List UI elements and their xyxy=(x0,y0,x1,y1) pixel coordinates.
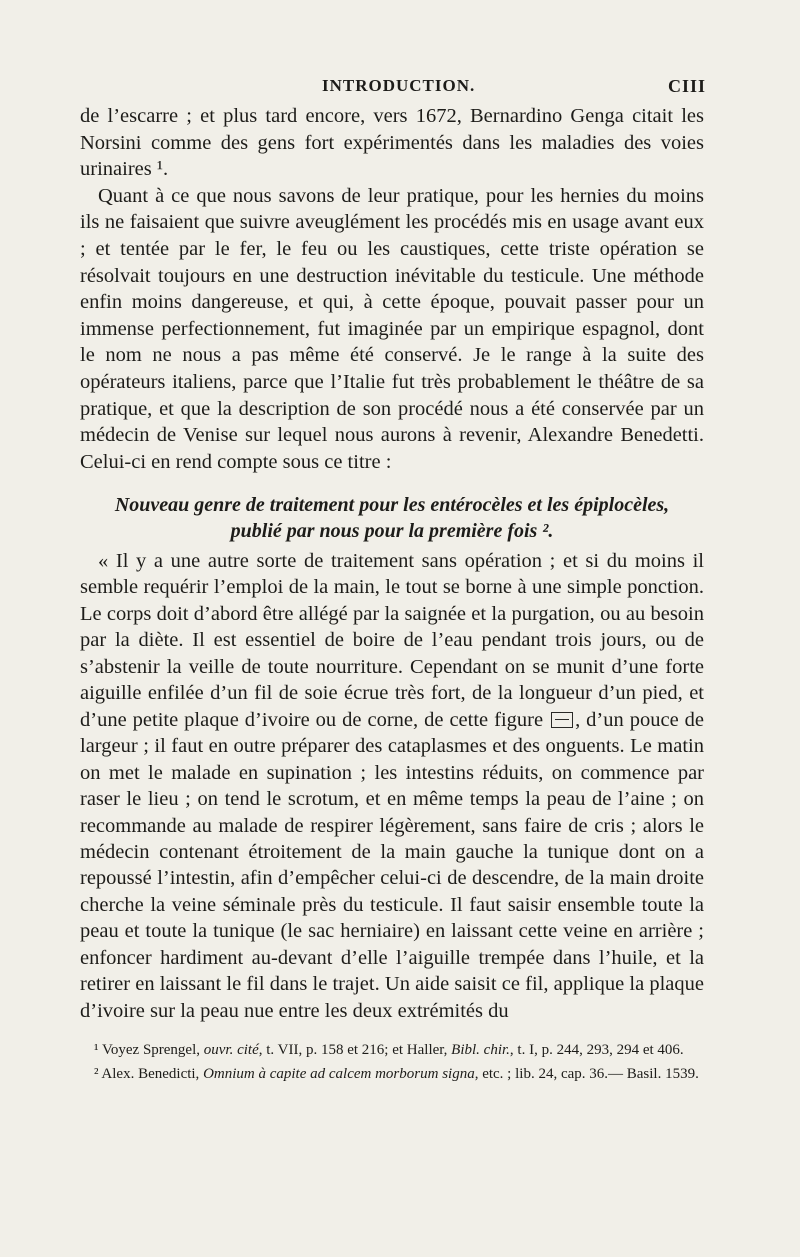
page-number: CIII xyxy=(667,76,706,96)
quote-text-part-2: , d’un pouce de largeur ; il faut en outre préparer des cataplasmes et des onguents. Le matin on met le malade en supination ; les intestins réduits, on commence par raser le lieu ; on tend le scrotum, et en même temps la peau de l’aine ; on recommande au malade de respirer légèrement, sans faire de cris ; alors le médecin contenant étroitement de la main gauche la tunique dont on a repoussé l’intestin, afin d’empêcher celui-ci de descendre, de la main droite cherche la veine séminale près du testicule. Il faut saisir ensemble toute la peau et toute la tunique (le sac herniaire) en laissant cette veine en arrière ; enfoncer hardiment au-devant d’elle l’aiguille trempée dans l’huile, et la retirer en laissant le fil dans le trajet. Un aide saisit ce fil, applique la plaque d’ivoire sur la peau nue entre les deux extrémités du xyxy=(80,708,705,1022)
paragraph-1: de l’escarre ; et plus tard encore, vers 1672, Bernardino Genga citait les Norsini comme des gens fort expérimentés dans les maladies des voies urinaires ¹. xyxy=(80,105,704,181)
section-heading-line-1: Nouveau genre de traitement pour les entérocèles et les épiplocèles, xyxy=(114,494,670,516)
footnote-1-work: ouvr. cité xyxy=(203,1042,259,1058)
body-text xyxy=(80,103,704,475)
footnote-1-ref-2: , t. I, p. 244, 293, 294 et 406. xyxy=(509,1042,684,1058)
footnote-2-work: Omnium à capite ad calcem morborum signa xyxy=(203,1066,475,1082)
quoted-passage xyxy=(80,548,704,1024)
footnote-2-text: ² Alex. Benedicti, xyxy=(94,1066,204,1082)
footnote-1-work-2: Bibl. chir. xyxy=(451,1042,510,1058)
footnote-2-ref: , etc. ; lib. 24, cap. 36.— Basil. 1539. xyxy=(474,1066,699,1082)
footnote-1-text: ¹ Voyez Sprengel, xyxy=(94,1042,204,1058)
section-heading-line-2: publié par nous pour la première fois ². xyxy=(230,520,554,542)
footnote-1 xyxy=(80,1040,704,1061)
ivory-plate-figure-icon xyxy=(551,712,573,728)
running-title: INTRODUCTION. xyxy=(322,76,476,95)
quote-paragraph xyxy=(80,548,704,1024)
paragraph-2: Quant à ce que nous savons de leur pratique, pour les hernies du moins ils ne faisaient que suivre aveuglément les procédés mis en usage avant eux ; et tentée par le fer, le feu ou les caustiques, cette triste opération se résolvait toujours en une destruction inévitable du testicule. Une méthode enfin moins dangereuse, et qui, à cette époque, pouvait passer pour un immense perfectionnement, fut imaginée par un empirique espagnol, dont le nom ne nous a pas même été conservé. Je le range à la suite des opérateurs italiens, parce que l’Italie fut très probablement le théâtre de sa pratique, et que la description de son procédé nous a été conservée par un médecin de Venise sur lequel nous aurons à revenir, Alexandre Benedetti. Celui-ci en rend compte sous ce titre : xyxy=(80,184,704,473)
footnotes xyxy=(80,1040,704,1088)
page-header xyxy=(0,76,800,100)
quote-text-part-1: « Il y a une autre sorte de traitement sans opération ; et si du moins il semble requérir l’emploi de la main, le tout se borne à une simple ponction. Le corps doit d’abord être allégé par la saignée et la purgation, ou au besoin par la diète. Il est essentiel de boire de l’eau pendant trois jours, ou de s’abstenir la veille de toute nourriture. Cependant on se munit d’une forte aiguille enfilée d’un fil de soie écrue très fort, de la longueur d’un pied, et d’une petite plaque d’ivoire ou de corne, de cette figure xyxy=(80,550,704,731)
footnote-2 xyxy=(80,1064,704,1085)
footnote-1-ref: , t. VII, p. 158 et 216; et Haller, xyxy=(258,1042,452,1058)
section-heading xyxy=(80,492,704,544)
